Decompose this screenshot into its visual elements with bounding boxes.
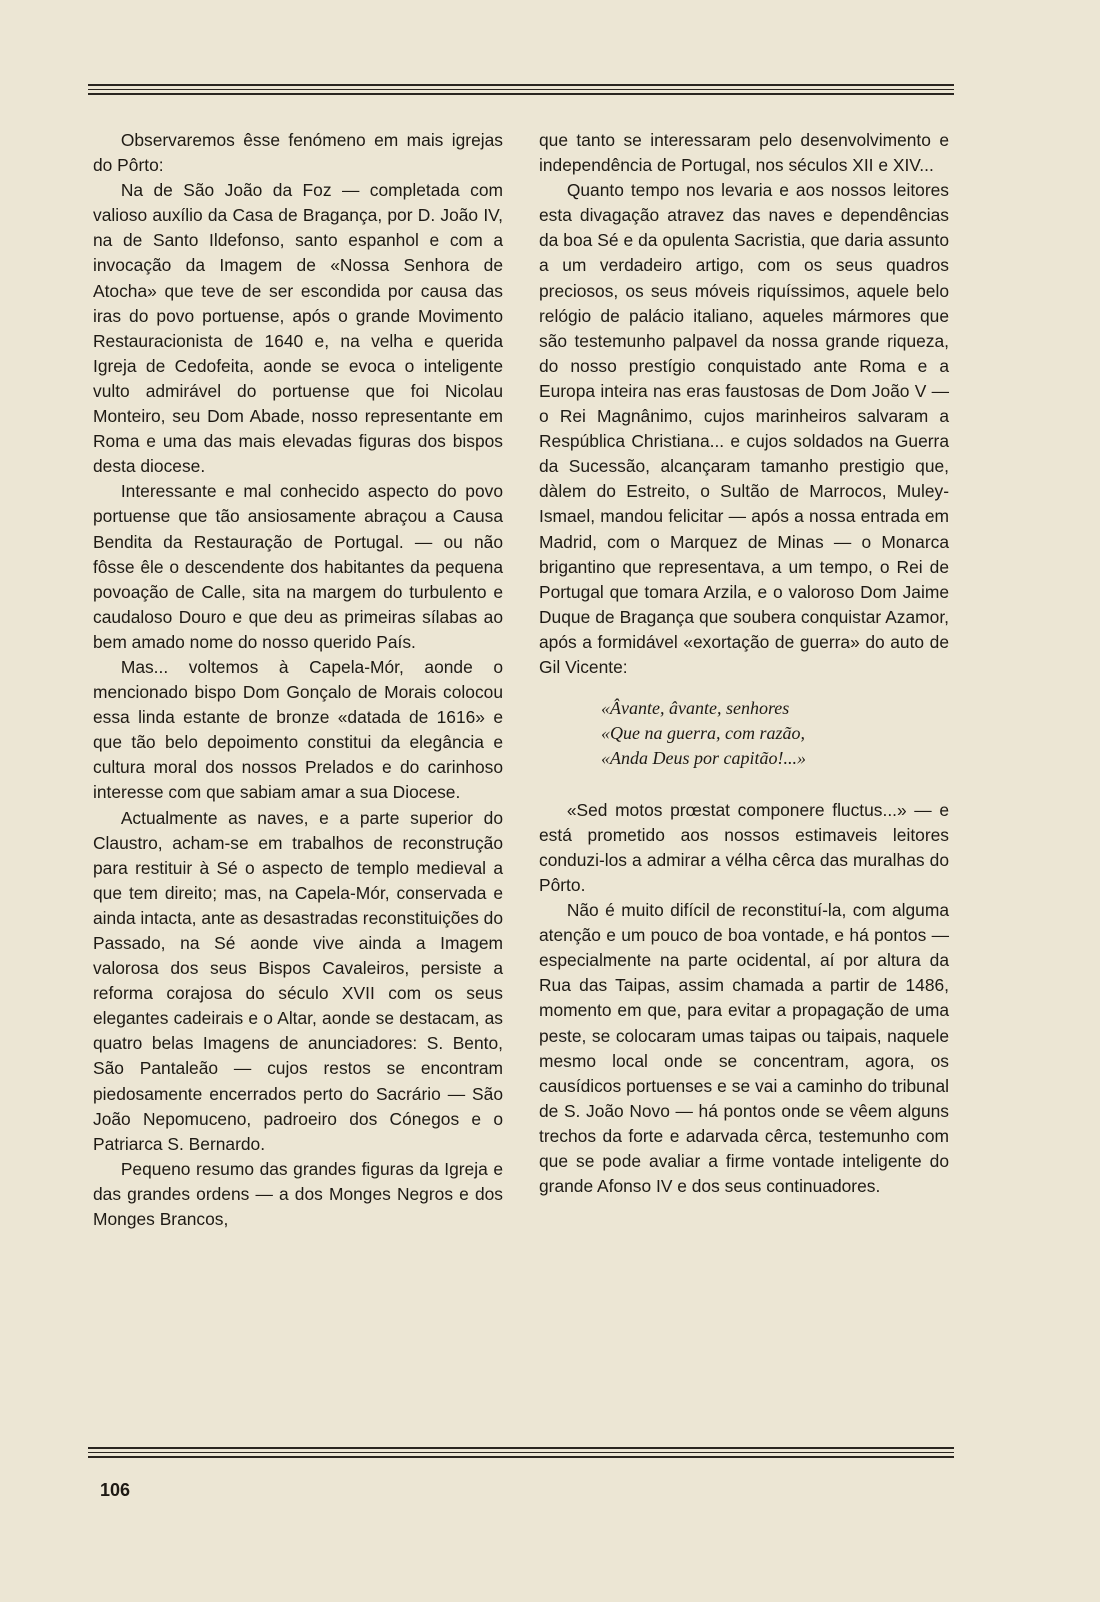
paragraph: Actualmente as naves, e a parte superior do Claustro, acham-se em trabalhos de reconstrução para restituir à Sé o aspecto de templo medieval a que tem direito; mas, na Capela-Mór, conservada e ainda intacta, ante as desastradas reconstituições do Passado, na Sé aonde vive ainda a Imagem valorosa dos seus Bispos Cavaleiros, persiste a reforma corajosa do século XVII com os seus elegantes cadeirais e o Altar, aonde se destacam, as quatro belas Imagens de anunciadores: S. Bento, São Pantaleão — cujos restos se encontram piedosamente encerrados perto do Sacrário — São João Nepomuceno, padroeiro dos Cónegos e o Patriarca S. Bernardo. (93, 807, 503, 1154)
paragraph: que tanto se interessaram pelo desenvolvimento e independência de Portugal, nos séculos XII e XIV... (539, 130, 949, 176)
rule-line (88, 1452, 954, 1453)
rule-line (88, 93, 954, 95)
paragraph: Na de São João da Foz — completada com valioso auxílio da Casa de Bragança, por D. João IV, na de Santo Ildefonso, santo espanhol e com a invocação da Imagem de «Nossa Senhora de Atocha» que teve de ser escondida por causa das iras do povo portuense, após o grande Movimento Restauracionista de 1640 e, na velha e querida Igreja de Cedofeita, aonde se evoca o inteligente vulto admirável do portuense que foi Nicolau Monteiro, seu Dom Abade, nosso representante em Roma e uma das mais elevadas figuras dos bispos desta diocese. (93, 180, 503, 477)
right-column (539, 128, 949, 1199)
page-number: 106 (100, 1480, 131, 1500)
verse-line: «Anda Deus por capitão!...» (601, 748, 806, 769)
paragraph: «Sed motos prœstat componere fluctus...» — e está prometido aos nossos estimaveis leitores conduzi-los a admirar a vélha cêrca das muralhas do Pôrto. (539, 799, 949, 895)
verse-line: «Que na guerra, com razão, (601, 723, 805, 744)
left-column (93, 128, 503, 1232)
verse-quote (601, 696, 949, 772)
rule-line (88, 1447, 954, 1449)
paragraph: Pequeno resumo das grandes figuras da Igreja e das grandes ordens — a dos Monges Negros e dos Monges Brancos, (93, 1158, 503, 1230)
paragraph: Mas... voltemos à Capela-Mór, aonde o mencionado bispo Dom Gonçalo de Morais colocou essa linda estante de bronze «datada de 1616» e que tão belo depoimento constitui da elegância e cultura moral dos nossos Prelados e do carinhoso interesse com que sabiam amar a sua Diocese. (93, 656, 503, 803)
paragraph: Observaremos êsse fenómeno em mais igrejas do Pôrto: (93, 130, 503, 176)
paragraph: Não é muito difícil de reconstituí-la, com alguma atenção e um pouco de boa vontade, e há pontos — especialmente na parte ocidental, aí por altura da Rua das Taipas, assim chamada a partir de 1486, momento em que, para evitar a propagação de uma peste, se colocaram umas taipas ou taipais, naquele mesmo local onde se concentram, agora, os causídicos portuenses e se vai a caminho do tribunal de S. João Novo — há pontos onde se vêem alguns trechos da forte e adarvada cêrca, testemunho com que se pode avaliar a firme vontade inteligente do grande Afonso IV e dos seus continuadores. (539, 900, 949, 1197)
paragraph: Interessante e mal conhecido aspecto do povo portuense que tão ansiosamente abraçou a Causa Bendita da Restauração de Portugal. — ou não fôsse êle o descendente dos habitantes da pequena povoação de Calle, sita na margem do turbulento e caudaloso Douro e que deu as primeiras sílabas ao bem amado nome do nosso querido País. (93, 481, 503, 652)
rule-line (88, 89, 954, 90)
rule-line (88, 1456, 954, 1458)
top-double-rule (88, 84, 954, 98)
paragraph: Quanto tempo nos levaria e aos nossos leitores esta divagação atravez das naves e dependências da boa Sé e da opulenta Sacristia, que daria assunto a um verdadeiro artigo, com os seus quadros preciosos, os seus móveis riquíssimos, aquele belo relógio de palácio italiano, aqueles mármores que são testemunho palpavel da nossa grande riqueza, do nosso prestígio conquistado ante Roma e a Europa inteira nas eras faustosas de Dom João V — o Rei Magnânimo, cujos marinheiros salvaram a Respública Christiana... e cujos soldados na Guerra da Sucessão, alcançaram tamanho prestigio que, dàlem do Estreito, o Sultão de Marrocos, Muley-Ismael, mandou felicitar — após a nossa entrada em Madrid, com o Marquez de Minas — o Monarca brigantino que representava, a um tempo, o Rei de Portugal que tomara Arzila, e o valoroso Dom Jaime Duque de Bragança que soubera conquistar Azamor, após a formidável «exortação de guerra» do auto de Gil Vicente: (539, 180, 949, 677)
bottom-double-rule (88, 1447, 954, 1461)
verse-line: «Âvante, âvante, senhores (601, 698, 790, 719)
rule-line (88, 84, 954, 86)
